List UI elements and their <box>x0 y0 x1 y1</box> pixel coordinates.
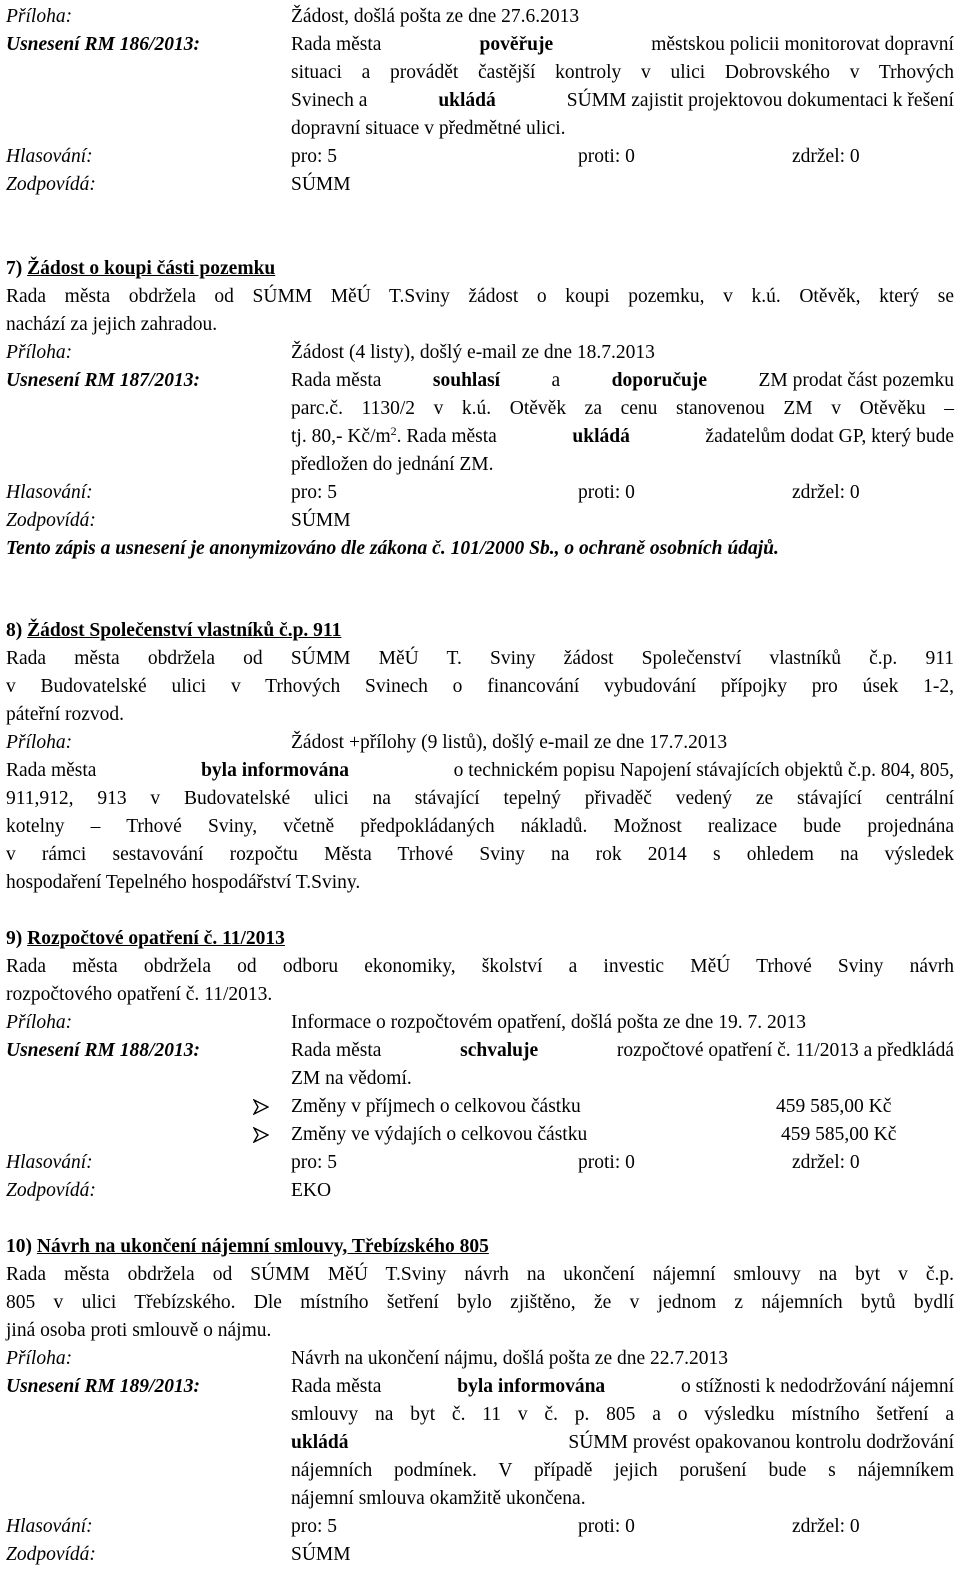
bullet-text: Změny ve výdajích o celkovou částku <box>291 1124 588 1145</box>
resolution-text-line: nájemní smlouva okamžitě ukončena. <box>291 1488 586 1509</box>
bullet-amount: 459 585,00 Kč <box>781 1124 897 1145</box>
resolution-text-line: dopravní situace v předmětné ulici. <box>291 118 566 139</box>
paragraph-line: 805 v ulici Třebízského. Dle místního šetření bylo zjištěno, že v jednom z nájemních bytů bydlí <box>6 1292 954 1313</box>
responsible-row: Zodpovídá: EKO <box>6 1180 332 1201</box>
resolution-row: Usnesení RM 188/2013: Rada města schvaluje rozpočtové opatření č. 11/2013 a předkládá <box>6 1037 954 1065</box>
resolution-row <box>6 31 954 59</box>
responsible-row: Zodpovídá: SÚMM <box>6 1544 351 1565</box>
attachment-value: Informace o rozpočtovém opatření, došlá pošta ze dne 19. 7. 2013 <box>291 1012 806 1033</box>
section-title: Návrh na ukončení nájemní smlouvy, Třebízského 805 <box>36 1236 489 1257</box>
section-title: Rozpočtové opatření č. 11/2013 <box>27 928 285 949</box>
vote-row: Hlasování: pro: 5 proti: 0 zdržel: 0 <box>6 1152 860 1173</box>
bullet-text: Změny v příjmech o celkovou částku <box>291 1096 581 1117</box>
resolution-row: Usnesení RM 189/2013: Rada města byla informována o stížnosti k nedodržování nájemní <box>6 1373 954 1401</box>
paragraph-line: Rada města obdržela od odboru ekonomiky, školství a investic MěÚ Trhové Sviny návrh <box>6 956 954 977</box>
attachment-row: Příloha: Žádost (4 listy), došlý e-mail ze dne 18.7.2013 <box>6 339 954 367</box>
resolution-text-line: nájemních podmínek. V případě jejich porušení bude s nájemníkem <box>291 1460 954 1481</box>
attachment-row <box>6 3 954 31</box>
resolution-text: Rada města pověřuje městskou policii monitorovat dopravní <box>291 34 954 55</box>
arrowhead-bullet-icon <box>253 1099 269 1115</box>
paragraph-line: Rada města byla informována o technickém popisu Napojení stávajících objektů č.p. 804, 805, <box>6 760 954 781</box>
resolution-text-line: parc.č. 1130/2 v k.ú. Otěvěk za cenu stanovenou ZM v Otěvěku – <box>291 398 954 419</box>
attachment-value: Žádost (4 listy), došlý e-mail ze dne 18.7.2013 <box>291 342 655 363</box>
resolution-text-line: tj. 80,- $Kč/m^2$. Rada města ukládá žadatelům dodat GP, který bude <box>291 424 954 447</box>
vote-row: Hlasování: pro: 5 proti: 0 zdržel: 0 <box>6 482 860 503</box>
section-heading: 8) Žádost Společenství vlastníků č.p. 911 <box>6 620 342 641</box>
resolution-text-line: předložen do jednání ZM. <box>291 454 494 475</box>
section-heading: 7) Žádost o koupi části pozemku <box>6 258 276 279</box>
vote-row <box>6 143 954 171</box>
arrowhead-bullet-icon <box>253 1127 269 1143</box>
paragraph-line: jiná osoba proti smlouvě o nájmu. <box>6 1320 272 1341</box>
section-heading: 10) Návrh na ukončení nájemní smlouvy, Třebízského 805 <box>6 1236 489 1257</box>
paragraph-line: páteřní rozvod. <box>6 704 125 725</box>
vote-for: pro: 5 <box>291 146 338 167</box>
attachment-value: Žádost, došlá pošta ze dne 27.6.2013 <box>291 6 580 27</box>
paragraph-line: kotelny – Trhové Sviny, včetně předpokládaných nákladů. Možnost realizace bude projednána <box>6 816 954 837</box>
resolution-label: Usnesení RM 187/2013: <box>6 370 200 391</box>
paragraph-line: Rada města obdržela od SÚMM MěÚ T.Sviny návrh na ukončení nájemní smlouvy na byt v č.p. <box>6 1264 954 1285</box>
attachment-row: Příloha: Návrh na ukončení nájmu, došlá pošta ze dne 22.7.2013 <box>6 1345 954 1373</box>
vote-row: Hlasování: pro: 5 proti: 0 zdržel: 0 <box>6 1516 860 1537</box>
paragraph-line: v rámci sestavování rozpočtu Města Trhové Sviny na rok 2014 s ohledem na výsledek <box>6 844 954 865</box>
list-item <box>6 1121 954 1149</box>
resolution-text-line: ZM na vědomí. <box>291 1068 412 1089</box>
list-item <box>6 1093 954 1121</box>
vote-abstain: zdržel: 0 <box>792 146 860 167</box>
vote-against: proti: 0 <box>578 146 635 167</box>
section-title: Žádost o koupi části pozemku <box>27 258 276 279</box>
vote-label: Hlasování: <box>6 146 93 167</box>
resolution-row: Usnesení RM 187/2013: Rada města souhlasí a doporučuje ZM prodat část pozemku <box>6 367 954 395</box>
section-title: Žádost Společenství vlastníků č.p. 911 <box>27 620 342 641</box>
bullet-amount: 459 585,00 Kč <box>776 1096 892 1117</box>
paragraph-line: nachází za jejich zahradou. <box>6 314 218 335</box>
anonymization-note: Tento zápis a usnesení je anonymizováno dle zákona č. 101/2000 Sb., o ochraně osobních údajů. <box>6 538 779 559</box>
resolution-label: Usnesení RM 188/2013: <box>6 1040 200 1061</box>
paragraph-line: hospodaření Tepelného hospodářství T.Sviny. <box>6 872 361 893</box>
paragraph-line: Rada města obdržela od SÚMM MěÚ T. Sviny žádost Společenství vlastníků č.p. 911 <box>6 648 954 669</box>
resolution-label: Usnesení RM 189/2013: <box>6 1376 200 1397</box>
resolution-text-line: ukládá SÚMM provést opakovanou kontrolu dodržování <box>291 1432 954 1453</box>
attachment-value: Návrh na ukončení nájmu, došlá pošta ze dne 22.7.2013 <box>291 1348 729 1369</box>
resolution-text-line: smlouvy na byt č. 11 v č. p. 805 a o výsledku místního šetření a <box>291 1404 954 1425</box>
resolution-text-line: situaci a provádět častější kontroly v ulici Dobrovského v Trhových <box>291 62 954 83</box>
resolution-label: Usnesení RM 186/2013: <box>6 34 200 55</box>
attachment-row: Příloha: Informace o rozpočtovém opatření, došlá pošta ze dne 19. 7. 2013 <box>6 1009 954 1037</box>
responsible-row <box>6 171 954 199</box>
attachment-value: Žádost +přílohy (9 listů), došlý e-mail ze dne 17.7.2013 <box>291 732 728 753</box>
section-heading: 9) Rozpočtové opatření č. 11/2013 <box>6 928 285 949</box>
responsible-label: Zodpovídá: <box>6 174 96 195</box>
resolution-text-line: Svinech a ukládá SÚMM zajistit projektovou dokumentaci k řešení <box>291 90 954 111</box>
attachment-label: Příloha: <box>6 6 73 27</box>
paragraph-line: 911,912, 913 v Budovatelské ulici na stávající tepelný přivaděč vedený ze stávající centrální <box>6 788 954 809</box>
responsible-value: SÚMM <box>291 174 351 195</box>
responsible-row: Zodpovídá: SÚMM <box>6 510 351 531</box>
paragraph-line: Rada města obdržela od SÚMM MěÚ T.Sviny žádost o koupi pozemku, v k.ú. Otěvěk, který se <box>6 286 954 307</box>
attachment-row: Příloha: Žádost +přílohy (9 listů), došlý e-mail ze dne 17.7.2013 <box>6 729 954 757</box>
paragraph-line: rozpočtového opatření č. 11/2013. <box>6 984 273 1005</box>
paragraph-line: v Budovatelské ulici v Trhových Svinech o financování vybudování přípojky pro úsek 1-2, <box>6 676 954 697</box>
